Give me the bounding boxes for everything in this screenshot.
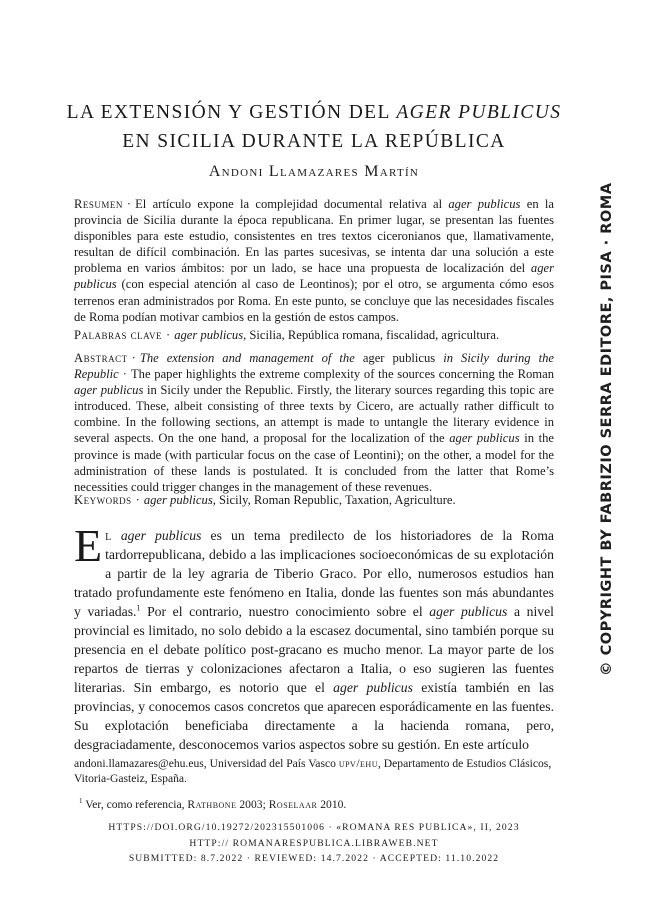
- keywords-label: Keywords: [74, 493, 132, 507]
- body-text: existía también en las provincias, y conocemos casos concretos que aparecen esporádicamente en las fuentes. Su explotación beneficiaba directamente a la hacienda romana, pero, desgraciadamente, desconocemos varios aspectos sobre su gestión. En este artículo: [74, 680, 555, 752]
- footnote-number: 1: [79, 797, 83, 805]
- abstract-paragraph: [74, 350, 554, 495]
- palabras-label: Palabras clave: [74, 328, 162, 342]
- resumen-italic: ager publicus: [74, 261, 554, 292]
- author-name: Andoni Llamazares Martín: [208, 163, 420, 180]
- abstract-text: The paper highlights the extreme complexity of the sources concerning the Roman: [130, 367, 554, 382]
- footnote-text: 2003;: [236, 797, 269, 811]
- separator: ·: [166, 328, 171, 342]
- separator: ·: [126, 197, 132, 211]
- body-paragraph: [74, 520, 555, 754]
- resumen-paragraph: [74, 196, 554, 325]
- resumen-text: (con especial atención al caso de Leontinos); por el otro, se argumenta cómo esos terrenos eran administrados por Roma. En este punto, se concluye que las necesidades fiscales de Roma podían motivar cambios en la gestión de estos campos.: [74, 277, 554, 324]
- affiliation-text: , Departamento de Estudios Clásicos, Vitoria-Gasteiz, España.: [74, 757, 552, 785]
- affiliation-text: andoni.llamazares@ehu.eus, Universidad del País Vasco: [74, 757, 339, 770]
- body-text: Por el contrario, nuestro conocimiento sobre el: [140, 604, 430, 619]
- body-italic: ager publicus: [429, 604, 508, 619]
- resumen-label: Resumen: [74, 197, 123, 211]
- palabras-clave: [74, 327, 554, 343]
- footnote-1: [79, 794, 559, 812]
- resumen-italic: ager publicus: [448, 197, 521, 211]
- keywords: [74, 492, 554, 508]
- abstract-italic: ager publicus: [74, 383, 144, 398]
- resumen-text: El artículo expone la complejidad documental relativa al: [135, 197, 449, 211]
- affiliation-sc: upv/ehu: [338, 757, 378, 770]
- separator: ·: [135, 493, 140, 507]
- abstract-text: in the province is made (with particular focus on the case of Leontini); on the other, a model for the administration of these lands is postulated. It is concluded from the latter that Rome’s necessities could trigger changes in the management of these revenues.: [74, 431, 554, 494]
- title-line-1: [40, 98, 588, 127]
- abstract-title-roman: ager publicus: [354, 351, 444, 365]
- title-line-2: EN SICILIA DURANTE LA REPÚBLICA: [122, 131, 506, 152]
- copyright-notice: © COPYRIGHT BY FABRIZIO SERRA EDITORE, PISA · ROMA: [598, 182, 615, 676]
- abstract-text: in Sicily under the Republic. Firstly, the literary sources regarding this topic are introduced. These, albeit consisting of three texts by Cicero, are actually rather difficult to combine. In the following sections, an attempt is made to untangle the literary evidence in several aspects. On the one hand, a proposal for the localization of the: [74, 383, 555, 446]
- abstract-label: Abstract: [74, 351, 128, 365]
- review-dates: SUBMITTED: 8.7.2022 · REVIEWED: 14.7.2022 · ACCEPTED: 11.10.2022: [128, 853, 500, 864]
- footnote-text: 2010.: [317, 797, 347, 811]
- abstract-italic: ager publicus: [449, 431, 520, 446]
- article-title: [40, 98, 588, 156]
- title-text: LA EXTENSIÓN Y GESTIÓN DEL: [66, 102, 397, 123]
- title-italic: AGER PUBLICUS: [396, 102, 562, 123]
- footnote-author: Rathbone: [187, 797, 237, 811]
- palabras-italic: ager publicus,: [174, 328, 247, 342]
- separator: ·: [122, 367, 127, 382]
- affiliation-note: [74, 756, 554, 786]
- body-text: a nivel provincial es limitado, no solo debido a la escasez documental, sino también porque su presencia en el debate político post-gracano es mucho menor. La mayor parte de los repartos de tierras y colonizaciones afectaron a Italia, o eso sugieren las fuentes literarias. Sin embargo, es notorio que el: [74, 604, 554, 695]
- footnote-author: Roselaar: [268, 797, 318, 811]
- palabras-text: Sicilia, República romana, fiscalidad, agricultura.: [246, 328, 500, 342]
- body-text: es un tema predilecto de los historiadores de la Roma tardorrepublicana, debido a las implicaciones socioeconómicas de su explotación a partir de la ley agraria de Tiberio Graco. Por ello, numerosos estudios han tratado profundamente este fenómeno en Italia, donde las fuentes son más abundantes y variadas.: [74, 528, 555, 619]
- footnote-text: Ver, como referencia,: [82, 797, 188, 811]
- abstract-title-italic: The extension and management of the: [139, 351, 355, 365]
- doi-line[interactable]: HTTPS://DOI.ORG/10.19272/202315501006 · «ROMANA RES PUBLICA», II, 2023: [108, 822, 520, 833]
- body-italic: ager publicus: [120, 528, 202, 543]
- journal-url[interactable]: HTTP:// ROMANARESPUBLICA.LIBRAWEB.NET: [189, 838, 439, 849]
- resumen-text: en la provincia de Sicilia durante la época republicana. En primer lugar, se presentan las fuentes disponibles para este estudio, consistentes en tres textos ciceronianos que, llamativamente, resultan de difícil combinación. En las partes sucesivas, se intenta dar una solución a este problema en varios ámbitos: por un lado, se hace una propuesta de localización del: [74, 197, 554, 276]
- separator: ·: [131, 351, 136, 365]
- keywords-italic: ager publicus,: [143, 493, 216, 507]
- footnote-ref[interactable]: 1: [136, 603, 141, 613]
- drop-cap: E: [74, 520, 103, 571]
- body-italic: ager publicus: [333, 680, 413, 695]
- keywords-text: Sicily, Roman Republic, Taxation, Agriculture.: [215, 493, 456, 507]
- abstract-title-italic: in Sicily during the Republic: [74, 351, 555, 382]
- lead-in: l: [105, 528, 112, 543]
